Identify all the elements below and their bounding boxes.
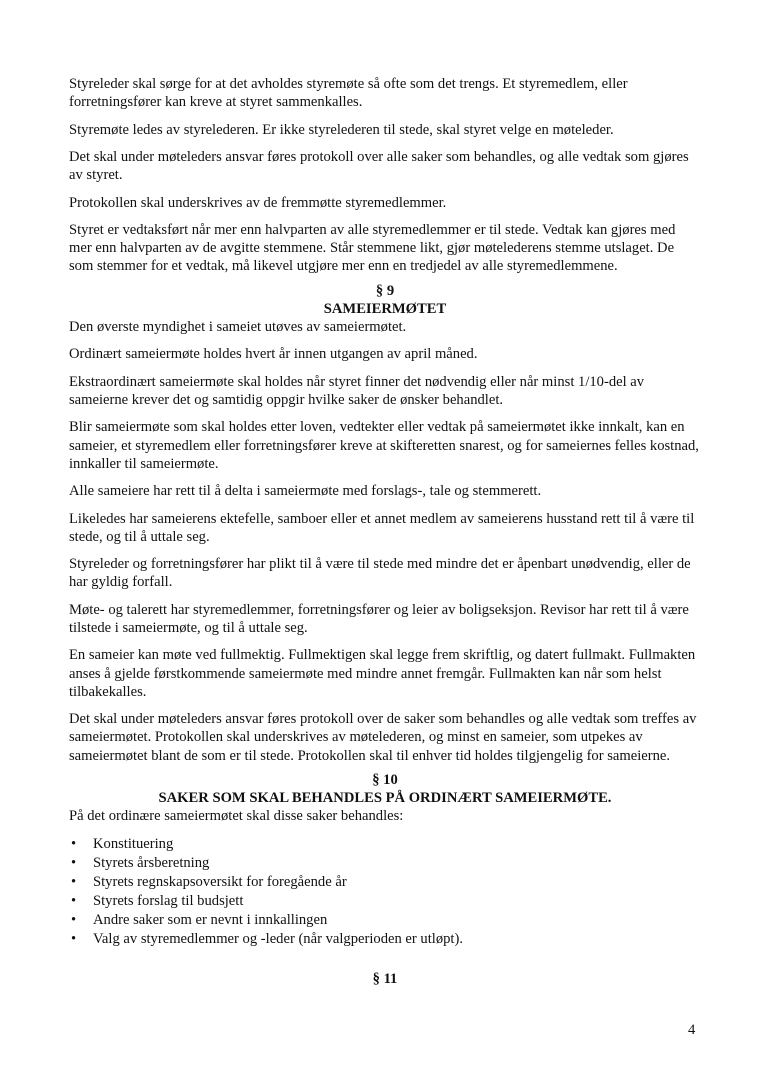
paragraph: Møte- og talerett har styremedlemmer, forretningsfører og leier av boligseksjon. Revisor har rett til å være tilstede i sameiermøte, og til å uttale seg. xyxy=(69,601,689,636)
section-10 xyxy=(69,771,701,950)
paragraph: Styreleder skal sørge for at det avholdes styremøte så ofte som det trengs. Et styremedlem, eller forretningsfører kan kreve at styret sammenkalles. xyxy=(69,76,628,111)
paragraph: Det skal under møteleders ansvar føres protokoll over alle saker som behandles, og alle vedtak som gjøres av styret. xyxy=(69,148,689,184)
section-9 xyxy=(69,282,701,765)
paragraph: Alle sameiere har rett til å delta i sameiermøte med forslags-, tale og stemmerett. xyxy=(69,483,542,500)
list-item xyxy=(69,835,701,854)
paragraph: Ordinært sameiermøte holdes hvert år innen utgangen av april måned. xyxy=(69,346,478,363)
paragraph: Protokollen skal underskrives av de fremmøtte styremedlemmer. xyxy=(69,194,447,211)
paragraph: Ekstraordinært sameiermøte skal holdes når styret finner det nødvendig eller når minst 1/10-del av sameierne krever det og samtidig oppgir hvilke saker de ønsker behandlet. xyxy=(69,373,645,408)
list-item xyxy=(69,930,701,949)
paragraph: Styret er vedtaksført når mer enn halvparten av alle styremedlemmer er til stede. Vedtak kan gjøres med mer enn halvparten av de avgitte stemmene. Står stemmene likt, gjør møtelederens stemme utslaget. De som stemmer for et vedtak, må likevel utgjøre mer enn en tredjedel av alle styremedlemmene. xyxy=(69,221,676,275)
list-item-text: Andre saker som er nevnt i innkallingen xyxy=(93,912,328,929)
list-item-text: Styrets regnskapsoversikt for foregående år xyxy=(93,873,347,890)
paragraph: Styreleder og forretningsfører har plikt til å være til stede med mindre det er åpenbart unødvendig, eller de har gyldig forfall. xyxy=(69,556,691,591)
section-number: § 10 xyxy=(372,771,398,788)
section-number: § 9 xyxy=(375,282,395,299)
list-item-text: Styrets årsberetning xyxy=(93,854,210,871)
section-title: SAKER SOM SKAL BEHANDLES PÅ ORDINÆRT SAMEIERMØTE. xyxy=(158,789,612,806)
list-item-text: Konstituering xyxy=(93,835,174,852)
list-item xyxy=(69,911,701,930)
top-paragraphs xyxy=(69,75,701,276)
bullet-icon: • xyxy=(71,893,77,910)
bullet-icon: • xyxy=(71,931,77,948)
agenda-list xyxy=(69,835,701,950)
paragraph: Den øverste myndighet i sameiet utøves av sameiermøtet. xyxy=(69,318,407,335)
bullet-icon: • xyxy=(71,835,77,852)
section-intro: På det ordinære sameiermøtet skal disse saker behandles: xyxy=(69,808,404,825)
list-item xyxy=(69,854,701,873)
bullet-icon: • xyxy=(71,912,77,929)
list-item-text: Valg av styremedlemmer og -leder (når valgperioden er utløpt). xyxy=(93,931,463,948)
section-title: SAMEIERMØTET xyxy=(323,300,447,317)
bullet-icon: • xyxy=(71,854,77,871)
section-11-number: § 11 xyxy=(372,970,398,987)
list-item-text: Styrets forslag til budsjett xyxy=(93,893,244,910)
list-item xyxy=(69,892,701,911)
list-item xyxy=(69,873,701,892)
paragraph: En sameier kan møte ved fullmektig. Fullmektigen skal legge frem skriftlig, og datert fullmakt. Fullmakten anses å gjelde førstkommende sameiermøte med mindre annet fremgår. Fullmakten kan når som helst tilbakekalles. xyxy=(69,647,696,700)
page-number: 4 xyxy=(688,1022,696,1038)
paragraph: Likeledes har sameierens ektefelle, samboer eller et annet medlem av sameierens husstand rett til å være til stede, og til å uttale seg. xyxy=(69,510,695,545)
page-content xyxy=(69,75,701,988)
bullet-icon: • xyxy=(71,873,77,890)
paragraph: Styremøte ledes av styrelederen. Er ikke styrelederen til stede, skal styret velge en møteleder. xyxy=(69,121,614,138)
paragraph: Blir sameiermøte som skal holdes etter loven, vedtekter eller vedtak på sameiermøtet ikke innkalt, kan en sameier, et styremedlem eller forretningsfører kreve at skifteretten snarest, og for sameiernes felles kostnad, innkaller til sameiermøte. xyxy=(69,419,699,472)
paragraph: Det skal under møteleders ansvar føres protokoll over de saker som behandles og alle vedtak som treffes av sameiermøtet. Protokollen skal underskrives av møtelederen, og minst en sameier, som utpekes av sameiermøtet blant de som er til stede. Protokollen skal til enhver tid holdes tilgjengelig for sameierne. xyxy=(69,711,697,764)
